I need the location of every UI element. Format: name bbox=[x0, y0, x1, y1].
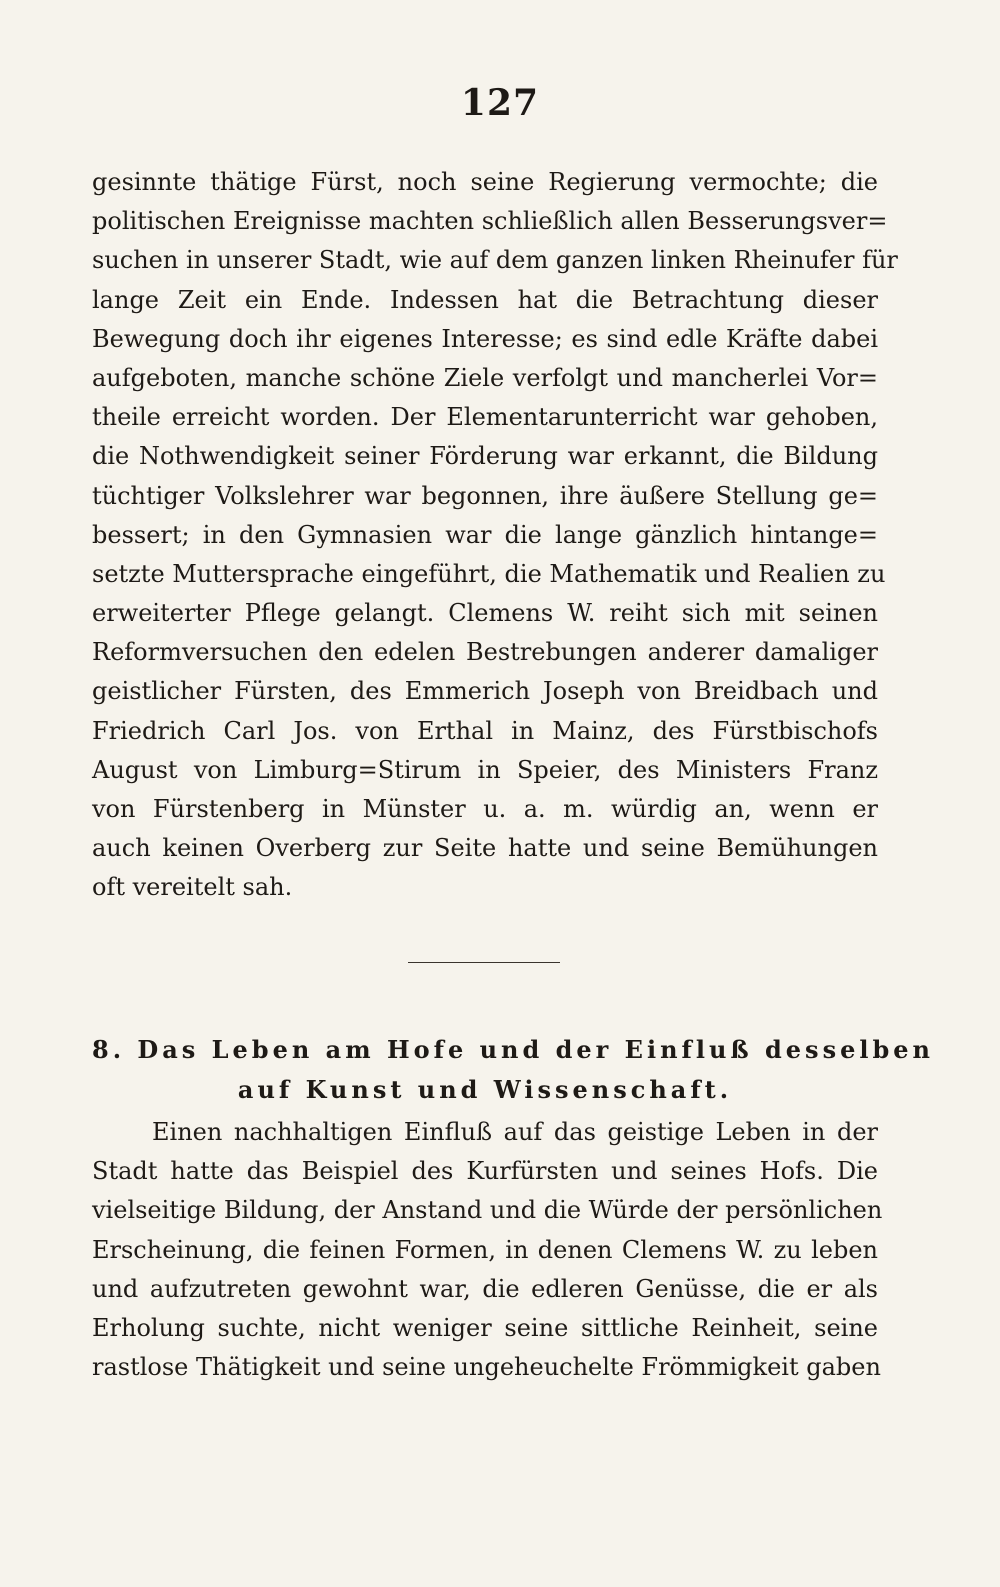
section-heading-line-2: auf Kunst und Wissenschaft. bbox=[237, 1075, 733, 1104]
text-line: Stadt hatte das Beispiel des Kurfürsten und seines Hofs. Die bbox=[92, 1157, 878, 1186]
text-line: erweiterter Pflege gelangt. Clemens W. reiht sich mit seinen bbox=[92, 599, 878, 628]
text-line: vielseitige Bildung, der Anstand und die Würde der persönlichen bbox=[92, 1196, 883, 1225]
text-line: und aufzutreten gewohnt war, die edleren Genüsse, die er als bbox=[92, 1274, 878, 1303]
paragraph-1 bbox=[92, 163, 898, 908]
section-heading bbox=[92, 1030, 934, 1070]
text-line: rastlose Thätigkeit und seine ungeheuchelte Frömmigkeit gaben bbox=[92, 1353, 881, 1382]
section-heading-line-1: 8. Das Leben am Hofe und der Einfluß desselben bbox=[92, 1035, 934, 1064]
section-heading-continued bbox=[92, 1070, 878, 1110]
page-number: 127 bbox=[460, 82, 540, 124]
text-line: politischen Ereignisse machten schließlich allen Besserungsver= bbox=[92, 207, 888, 236]
text-line: auch keinen Overberg zur Seite hatte und seine Bemühungen bbox=[92, 834, 878, 863]
text-line: Bewegung doch ihr eigenes Interesse; es sind edle Kräfte dabei bbox=[92, 324, 878, 353]
text-line: oft vereitelt sah. bbox=[92, 873, 293, 902]
text-line: Friedrich Carl Jos. von Erthal in Mainz, des Fürstbischofs bbox=[92, 716, 878, 745]
text-line: setzte Muttersprache eingeführt, die Mathematik und Realien zu bbox=[92, 559, 886, 588]
text-line: aufgeboten, manche schöne Ziele verfolgt und mancherlei Vor= bbox=[92, 363, 878, 392]
text-line: die Nothwendigkeit seiner Förderung war erkannt, die Bildung bbox=[92, 442, 878, 471]
text-line: theile erreicht worden. Der Elementarunterricht war gehoben, bbox=[92, 403, 878, 432]
text-line: lange Zeit ein Ende. Indessen hat die Betrachtung dieser bbox=[92, 285, 878, 314]
paragraph-2 bbox=[92, 1113, 883, 1387]
text-line: Erholung suchte, nicht weniger seine sittliche Reinheit, seine bbox=[92, 1313, 878, 1342]
text-line: August von Limburg=Stirum in Speier, des Ministers Franz bbox=[92, 755, 878, 784]
text-line: suchen in unserer Stadt, wie auf dem ganzen linken Rheinufer für bbox=[92, 246, 898, 275]
text-line: tüchtiger Volkslehrer war begonnen, ihre äußere Stellung ge= bbox=[92, 481, 878, 510]
text-line: von Fürstenberg in Münster u. a. m. würdig an, wenn er bbox=[92, 795, 878, 823]
text-line: geistlicher Fürsten, des Emmerich Joseph von Breidbach und bbox=[92, 677, 878, 706]
text-line: Einen nachhaltigen Einfluß auf das geistige Leben in der bbox=[152, 1118, 878, 1146]
text-line: Reformversuchen den edelen Bestrebungen anderer damaliger bbox=[92, 638, 878, 667]
text-line: bessert; in den Gymnasien war die lange gänzlich hintange= bbox=[92, 520, 878, 549]
text-line: Erscheinung, die feinen Formen, in denen Clemens W. zu leben bbox=[92, 1235, 878, 1264]
text-line: gesinnte thätige Fürst, noch seine Regierung vermochte; die bbox=[92, 168, 878, 196]
section-divider bbox=[408, 962, 560, 963]
